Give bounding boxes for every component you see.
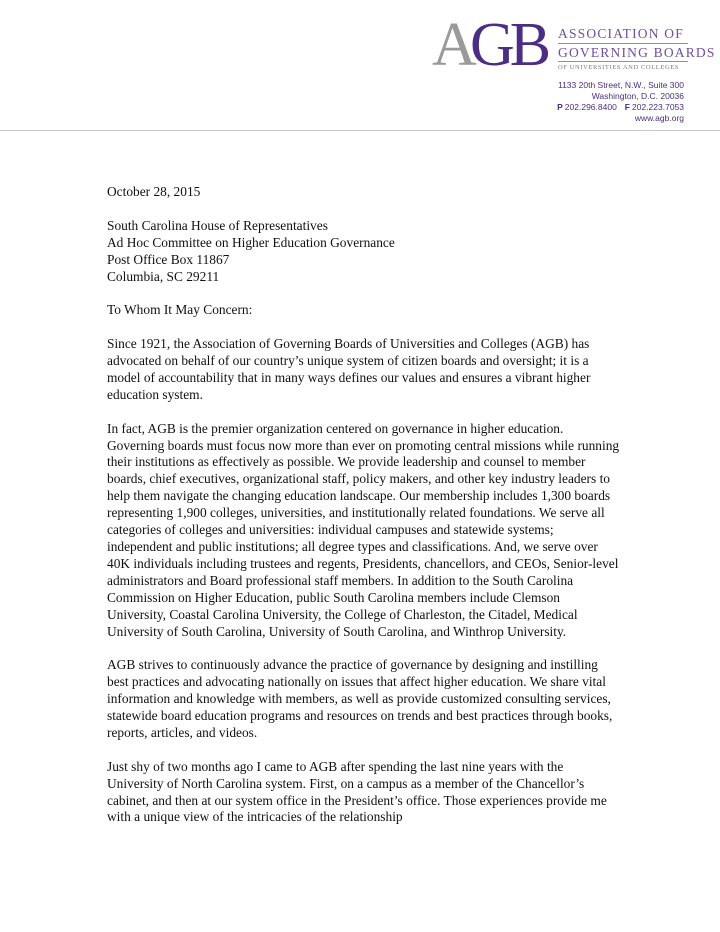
org-name-line1: ASSOCIATION OF: [558, 26, 684, 41]
fax-label: F: [624, 102, 630, 112]
phone-label: P: [557, 102, 563, 112]
org-name-line3: OF UNIVERSITIES AND COLLEGES: [558, 64, 679, 71]
paragraph-history: Since 1921, the Association of Governing Boards of Universities and Colleges (AGB) has advocated on behalf of our country’s unique system of citizen boards and oversight; it is a model of accountability that in many ways defines our values and ensures a vibrant higher education system.: [107, 336, 591, 402]
paragraph-mission: AGB strives to continuously advance the practice of governance by designing and instilling best practices and advocating nationally on issues that affect higher education. We share vital information and knowledge with members, as well as provide customized consulting services, statewide board education programs and resources on trends and best practices through books, reports, articles, and videos.: [107, 657, 613, 740]
website-link[interactable]: www.agb.org: [634, 113, 684, 123]
recipient-line: Post Office Box 11867: [107, 251, 230, 267]
logo-letter-a: A: [432, 11, 473, 79]
org-divider: [558, 61, 688, 62]
recipient-block: [107, 218, 622, 286]
org-name-line2: GOVERNING BOARDS: [558, 45, 716, 60]
org-divider: [558, 43, 688, 44]
phone-number: 202.296.8400: [564, 102, 617, 112]
letter-date: October 28, 2015: [107, 184, 201, 199]
salutation: To Whom It May Concern:: [107, 302, 253, 318]
address-street: 1133 20th Street, N.W., Suite 300: [557, 80, 684, 90]
logo-letters-gb: GB: [470, 11, 547, 79]
recipient-line: Ad Hoc Committee on Higher Education Governance: [107, 234, 395, 250]
fax-number: 202.223.7053: [632, 102, 684, 112]
recipient-line: Columbia, SC 29211: [107, 268, 220, 284]
agb-logo: [432, 11, 716, 80]
recipient-line: South Carolina House of Representatives: [107, 217, 328, 233]
address-phone-fax: [557, 102, 684, 113]
paragraph-background: Just shy of two months ago I came to AGB after spending the last nine years with the University of North Carolina system. First, on a campus as a member of the Chancellor’s cabinet, and then at our system office in the President’s office. Those experiences provide me with a unique view of the intricacies of the relationship: [107, 758, 607, 825]
letterhead-address: [557, 80, 684, 124]
header-divider: [0, 130, 720, 131]
letter-body: [107, 184, 622, 843]
address-city: Washington, D.C. 20036: [591, 91, 684, 101]
paragraph-membership: In fact, AGB is the premier organization centered on governance in higher education. Governing boards must focus now more than ever on promoting central missions while running their institutions as effectively as possible. We provide leadership and counsel to member boards, chief executives, organizational staff, policy makers, and other key industry leaders to help them navigate the changing education landscape. Our membership includes 1,300 boards representing 1,900 colleges, universities, and institutionally related foundations. We serve all categories of colleges and universities: individual campuses and statewide systems; independent and public institutions; all degree types and classifications. And, we serve over 40K individuals including trustees and regents, Presidents, chancellors, and CEOs, Senior-level administrators and Board professional staff members. In addition to the South Carolina Commission on Higher Education, public South Carolina members include Clemson University, Coastal Carolina University, the College of Charleston, the Citadel, Medical University of South Carolina, University of South Carolina, and Winthrop University.: [107, 420, 620, 639]
